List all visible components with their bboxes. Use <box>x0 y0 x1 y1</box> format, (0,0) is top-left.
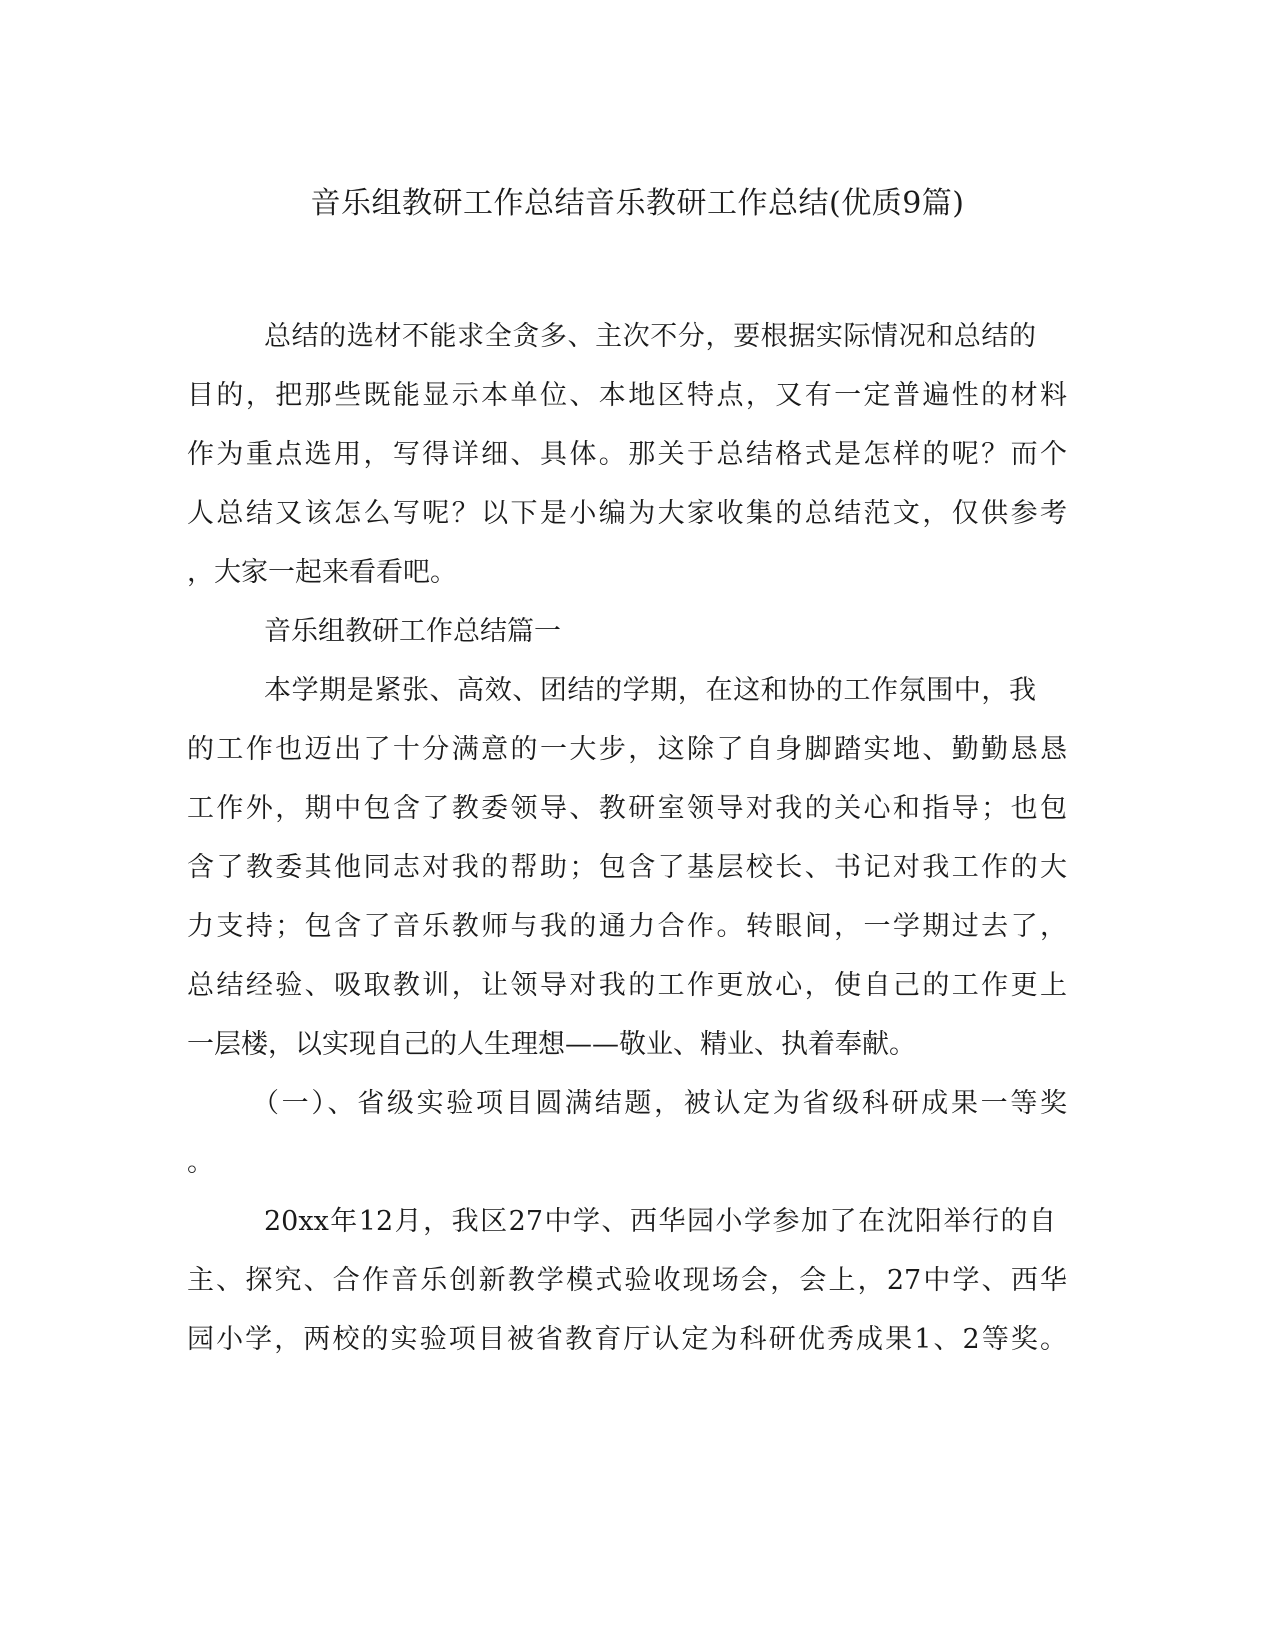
paragraph-line: 力支持；包含了音乐教师与我的通力合作。转眼间，一学期过去了， <box>187 911 1067 942</box>
paragraph-line: 主、探究、合作音乐创新教学模式验收现场会，会上，27中学、西华 <box>187 1265 1067 1296</box>
paragraph-line: 总结经验、吸取教训，让领导对我的工作更放心，使自己的工作更上 <box>187 970 1067 1001</box>
paragraph-line: 一层楼，以实现自己的人生理想——敬业、精业、执着奉献。 <box>187 1029 916 1060</box>
paragraph-line: 本学期是紧张、高效、团结的学期，在这和协的工作氛围中，我 <box>264 675 1036 706</box>
paragraph-line: ，大家一起来看看吧。 <box>187 557 457 588</box>
paragraph-line: 作为重点选用，写得详细、具体。那关于总结格式是怎样的呢？而个 <box>187 439 1067 470</box>
section-heading: 音乐组教研工作总结篇一 <box>264 616 561 647</box>
subsection-heading: （一）、省级实验项目圆满结题，被认定为省级科研成果一等奖 <box>252 1088 1067 1119</box>
paragraph-line: 含了教委其他同志对我的帮助；包含了基层校长、书记对我工作的大 <box>187 852 1067 883</box>
paragraph-line: 的工作也迈出了十分满意的一大步，这除了自身脚踏实地、勤勤恳恳 <box>187 734 1067 765</box>
paragraph-line: 工作外，期中包含了教委领导、教研室领导对我的关心和指导；也包 <box>187 793 1067 824</box>
paragraph-line: 总结的选材不能求全贪多、主次不分，要根据实际情况和总结的 <box>264 321 1036 352</box>
paragraph-line: 。 <box>187 1147 214 1178</box>
paragraph-line: 20xx年12月，我区27中学、西华园小学参加了在沈阳举行的自 <box>264 1206 1056 1237</box>
paragraph-line: 人总结又该怎么写呢？以下是小编为大家收集的总结范文，仅供参考 <box>187 498 1067 529</box>
paragraph-line: 园小学，两校的实验项目被省教育厅认定为科研优秀成果1、2等奖。 <box>187 1324 1067 1355</box>
paragraph-line: 目的，把那些既能显示本单位、本地区特点，又有一定普遍性的材料 <box>187 380 1067 411</box>
document-title: 音乐组教研工作总结音乐教研工作总结(优质9篇) <box>310 186 965 221</box>
